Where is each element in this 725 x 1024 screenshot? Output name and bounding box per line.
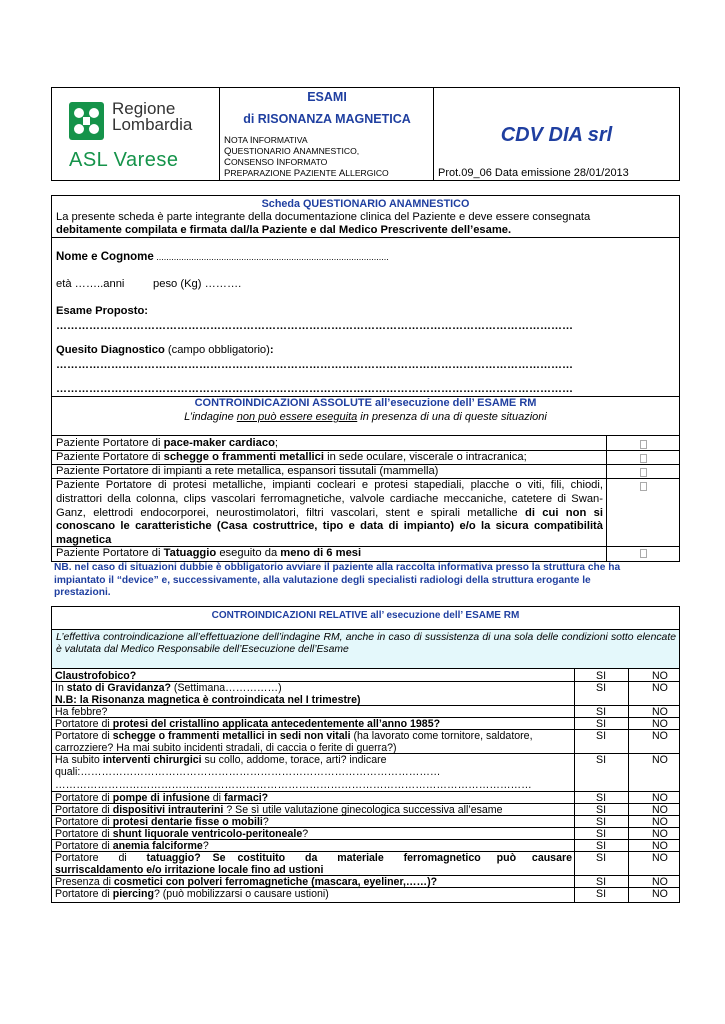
item-text: Paziente Portatore di (56, 547, 164, 559)
quesito-line-2[interactable]: …………………………………………………………………………………………………………………………… (56, 383, 573, 395)
checkbox-pacemaker[interactable] (640, 440, 647, 449)
item-bold: schegge o frammenti metallici (163, 451, 324, 463)
logo-line2: Lombardia (112, 115, 193, 134)
quesito-line-1[interactable]: …………………………………………………………………………………………………………………………… (56, 359, 573, 371)
table-row (52, 875, 679, 887)
subtitle-post: in presenza di una di queste situazioni (357, 411, 547, 423)
item-bold: pace-maker cardiaco (163, 437, 275, 449)
table-row (52, 669, 679, 681)
assolute-item-4 (56, 479, 603, 548)
table-row (52, 717, 679, 729)
table-row (52, 887, 679, 899)
logo-text (112, 101, 192, 133)
assolute-item-1 (56, 437, 278, 451)
row-question: In stato di Gravidanza? (Settimana……………) N.B: la Risonanza magnetica è controindicata nel I trimestre) (55, 682, 361, 707)
si-option[interactable]: SI (596, 816, 607, 828)
si-option[interactable]: SI (596, 718, 607, 730)
company-name: CDV DIA srl (500, 124, 613, 146)
checkbox-column-divider (606, 435, 607, 561)
relative-intro: L’effettiva controindicazione all’effettuazione dell’indagine RM, anche in caso di sussistenza di una sola delle condizioni sotto elencate è valutata dal Medico Responsabile dell’Esecuzione dell’Esame (56, 632, 676, 656)
table-row (52, 803, 679, 815)
si-column-divider (574, 668, 575, 902)
esame-proposto-label: Esame Proposto: (56, 305, 149, 317)
no-option[interactable]: NO (652, 718, 668, 730)
scheda-title: Scheda QUESTIONARIO ANAMNESTICO (261, 198, 470, 210)
si-option[interactable]: SI (596, 852, 607, 864)
no-option[interactable]: NO (652, 792, 668, 804)
divider (52, 435, 679, 436)
si-option[interactable]: SI (596, 730, 607, 742)
assolute-subtitle (52, 411, 679, 424)
row-question: Portatore di pompe di infusione di farmaci? (55, 792, 269, 804)
assolute-item-3: Paziente Portatore di impianti a rete metallica, espansori tissutali (mammella) (56, 465, 439, 477)
item-text: Paziente Portatore di (56, 451, 164, 463)
no-option[interactable]: NO (652, 840, 668, 852)
si-option[interactable]: SI (596, 804, 607, 816)
item-text: Paziente Portatore di (56, 437, 164, 449)
row-question: Portatore di protesi del cristallino applicata antecedentemente all’anno 1985? (55, 718, 441, 730)
asl-varese-logo: ASL Varese (69, 149, 179, 171)
table-row (52, 681, 679, 705)
relative-intro-box (52, 630, 679, 668)
logo-line1: Regione (112, 99, 176, 118)
quesito-label: Quesito Diagnostico (56, 344, 165, 356)
item-bold: Tatuaggio (163, 547, 217, 559)
no-option[interactable]: NO (652, 816, 668, 828)
nome-cognome-field[interactable] (56, 250, 389, 264)
nota-item: CONSENSO INFORMATO (224, 157, 328, 168)
si-option[interactable]: SI (596, 682, 607, 694)
row-question: Portatore di tatuaggio? Se costituito da materiale ferromagnetico può causare surriscaldamento e/o irritazione locale fino ad ustioni (55, 852, 572, 877)
item-text: in sede oculare, viscerale o intracranica; (324, 451, 527, 463)
table-row (52, 791, 679, 803)
nota-item: QUESTIONARIO ANAMNESTICO, (224, 146, 360, 157)
quesito-colon: : (269, 344, 274, 356)
nota-item: PREPARAZIONE PAZIENTE ALLERGICO (224, 168, 389, 179)
no-option[interactable]: NO (652, 828, 668, 840)
row-question: Portatore di schegge o frammenti metallici in sedi non vitali (ha lavorato come tornitore, saldatore, carrozziere? Ha mai subito incidenti stradali, di caccia o ferite di guerra?) (55, 730, 533, 755)
title-esami: ESAMI (307, 90, 347, 104)
si-option[interactable]: SI (596, 792, 607, 804)
table-row (52, 815, 679, 827)
title-risonanza: di RISONANZA MAGNETICA (243, 112, 411, 126)
esame-proposto-line[interactable]: …………………………………………………………………………………………………………………………… (56, 320, 573, 332)
table-row (52, 827, 679, 839)
checkbox-schegge[interactable] (640, 454, 647, 463)
row-question: Ha subito interventi chirurgici su collo, addome, torace, arti? indicare quali:………………………………………………………………………………………… ……………………………………………………………………………………………………………………… (55, 754, 532, 791)
si-option[interactable]: SI (596, 840, 607, 852)
row-question: Claustrofobico? (55, 670, 137, 682)
row-question: Portatore di anemia falciforme? (55, 840, 209, 852)
si-option[interactable]: SI (596, 754, 607, 766)
title-cell (220, 88, 434, 180)
no-option[interactable]: NO (652, 852, 668, 864)
no-option[interactable]: NO (652, 670, 668, 682)
no-option[interactable]: NO (652, 876, 668, 888)
table-row (52, 851, 679, 875)
si-option[interactable]: SI (596, 670, 607, 682)
checkbox-tatuaggio[interactable] (640, 549, 647, 558)
nome-label: Nome e Cognome (56, 251, 154, 263)
no-column-divider (628, 668, 629, 902)
relative-title: CONTROINDICAZIONI RELATIVE all’ esecuzione dell’ ESAME RM (211, 610, 520, 621)
table-row (52, 729, 679, 753)
document-header (51, 87, 680, 181)
table-row (52, 839, 679, 851)
row-question: Portatore di protesi dentarie fisse o mobili? (55, 816, 269, 828)
company-cell (434, 88, 679, 180)
quesito-label-row (56, 344, 274, 358)
subtitle-underlined: non può essere eseguita (236, 411, 358, 423)
subtitle-pre: L’indagine (184, 411, 237, 423)
table-row (52, 705, 679, 717)
scheda-intro-2: debitamente compilata e firmata dal/la Paziente e dal Medico Prescrivente dell’esame. (56, 224, 512, 236)
nome-dots: ............................................................................................. (153, 252, 389, 262)
si-option[interactable]: SI (596, 706, 607, 718)
checkbox-impianti-rete[interactable] (640, 468, 647, 477)
si-option[interactable]: SI (596, 876, 607, 888)
no-option[interactable]: NO (652, 682, 668, 694)
protocol-text: Prot.09_06 Data emissione 28/01/2013 (438, 167, 629, 179)
item-text: eseguito da (216, 547, 281, 559)
row-question: Ha febbre? (55, 706, 108, 718)
relative-contraindications-table (51, 606, 680, 903)
regione-lombardia-logo-icon (69, 102, 104, 140)
item-bold: meno di 6 mesi (280, 547, 362, 559)
peso-field[interactable]: peso (Kg) ………. (153, 278, 242, 290)
scheda-intro-1: La presente scheda è parte integrante della documentazione clinica del Paziente e deve essere consegnata (56, 211, 591, 223)
table-row (52, 753, 679, 791)
assolute-title: CONTROINDICAZIONI ASSOLUTE all’esecuzione dell’ ESAME RM (194, 397, 537, 409)
no-option[interactable]: NO (652, 706, 668, 718)
checkbox-protesi-metalliche[interactable] (640, 482, 647, 491)
row-question: Portatore di shunt liquorale ventricolo-peritoneale? (55, 828, 309, 840)
si-option[interactable]: SI (596, 828, 607, 840)
no-option[interactable]: NO (652, 730, 668, 742)
nota-list (224, 135, 389, 179)
row-question: Portatore di piercing? (può mobilizzarsi o causare ustioni) (55, 888, 329, 900)
item-text: Paziente Portatore di protesi metalliche, impianti cocleari e protesi stapediali, placche o viti, fili, chiodi, distrattori della colonna, clips vascolari ferromagnetiche, valvole cardiache meccaniche, catetere di Swan-Ganz, elettrodi endocorporei, neurostimolatori, filtri vascolari, stent e spirali metalliche (56, 479, 603, 519)
item-text: ; (274, 437, 279, 449)
row-question: Portatore di dispositivi intrauterini ? Se sì utile valutazione ginecologica successiva all’esame (55, 804, 503, 816)
assolute-item-5 (56, 547, 361, 561)
questionario-section (51, 195, 680, 562)
divider (52, 237, 679, 238)
no-option[interactable]: NO (652, 888, 668, 900)
eta-field[interactable]: età ……..anni (56, 278, 125, 290)
logo-cell (52, 88, 220, 180)
no-option[interactable]: NO (652, 754, 668, 766)
assolute-item-2 (56, 451, 527, 465)
no-option[interactable]: NO (652, 804, 668, 816)
row-question: Presenza di cosmetici con polveri ferromagnetiche (mascara, eyeliner,……)? (55, 876, 438, 888)
si-option[interactable]: SI (596, 888, 607, 900)
quesito-note: (campo obbligatorio) (164, 344, 270, 356)
nota-item: NOTA INFORMATIVA (224, 135, 308, 146)
item-bold: di cui non si conoscano le caratteristiche (Casa costruttrice, tipo e data di impianto) e/o la sicura compatibilità magnetica (56, 506, 603, 547)
nb-note: NB. nel caso di situazioni dubbie è obbligatorio avviare il paziente alla raccolta informativa presso la struttura che ha impiantato il “device” e, successivamente, alla valutazione degli specialisti radiologi della struttura erogante le prestazioni. (54, 562, 621, 599)
